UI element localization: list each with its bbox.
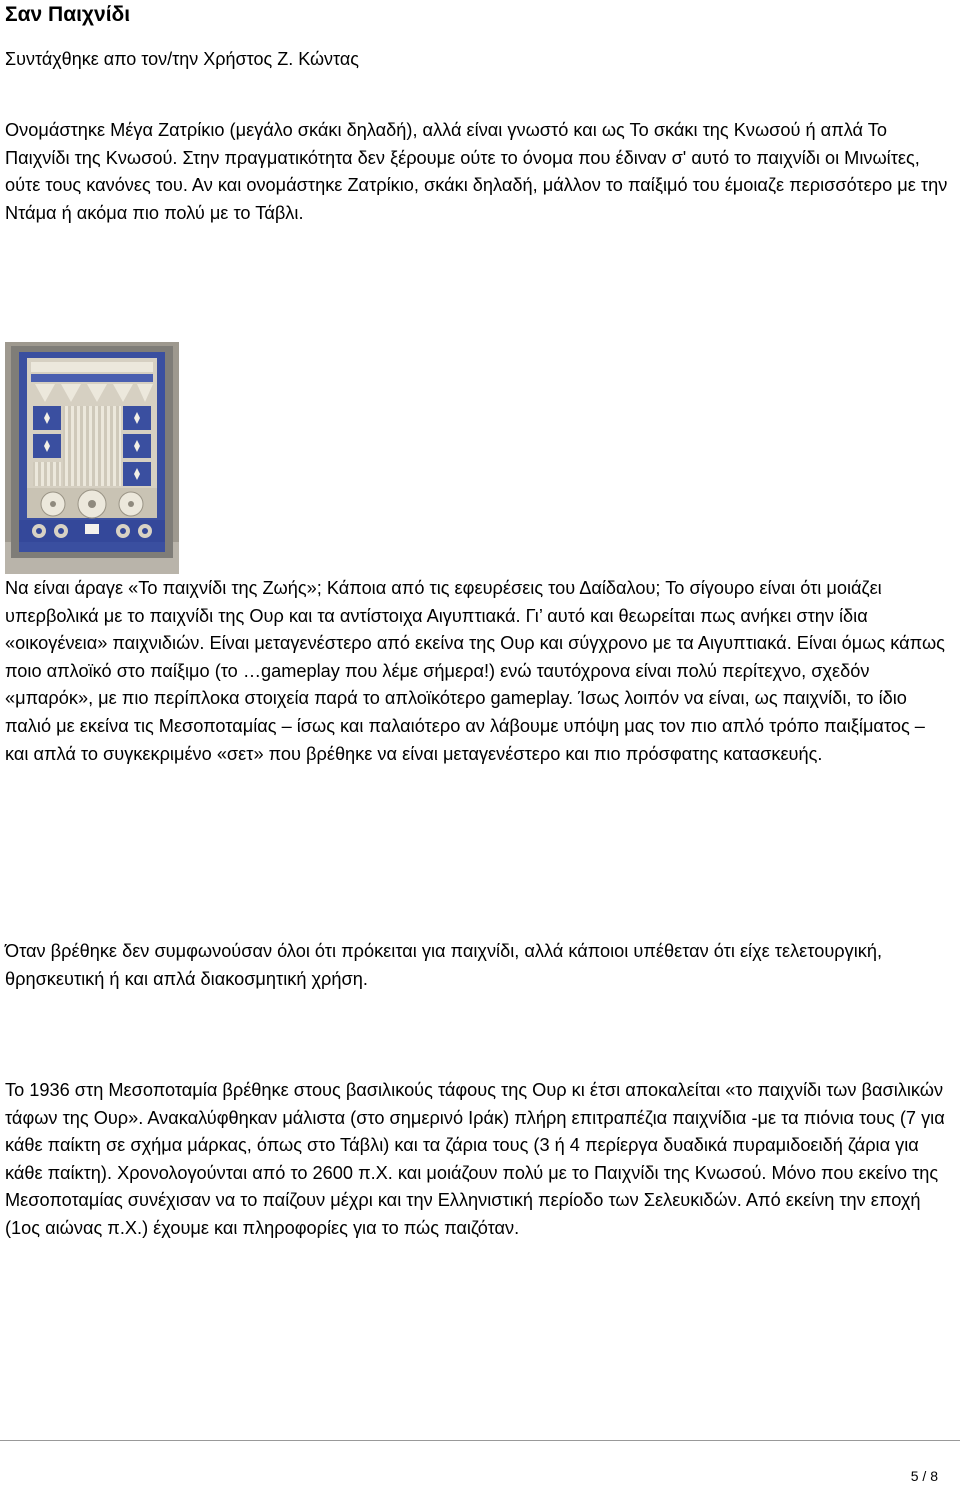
article-title: Σαν Παιχνίδι	[5, 3, 131, 26]
article-paragraph: Το 1936 στη Μεσοποταμία βρέθηκε στους βασιλικούς τάφους της Ουρ κι έτσι αποκαλείται «το παιχνίδι των βασιλικών τάφων της Ουρ». Ανακαλύφθηκαν μάλιστα (στο σημερινό Ιράκ) πλήρη επιτραπέζια παιχνίδια -με τα πιόνια τους (7 για κάθε παίκτη σε σχήμα μάρκας, όπως στο Τάβλι) και τα ζάρια τους (3 ή 4 περίεργα δυαδικά πυραμιδοειδή ζάρια για κάθε παίκτη). Χρονολογούνται από το 2600 π.Χ. και μοιάζουν πολύ με το Παιχνίδι της Κνωσού. Μόνο που εκείνο της Μεσοποταμίας συνέχισαν να το παίζουν μέχρι και την Ελληνιστική περίοδο των Σελευκιδών. Από εκείνη την εποχή (1ος αιώνας π.Χ.) έχουμε και πληροφορίες για το πώς παιζόταν.	[5, 1080, 945, 1238]
author-byline: Συντάχθηκε απο τον/την Χρήστος Ζ. Κώντας	[5, 49, 359, 69]
knossos-game-board-photo	[5, 342, 179, 574]
article-paragraph: Όταν βρέθηκε δεν συμφωνούσαν όλοι ότι πρόκειται για παιχνίδι, αλλά κάποιοι υπέθεταν ότι είχε τελετουργική, θρησκευτική ή και απλά διακοσμητική χρήση.	[5, 941, 883, 989]
article-paragraph: Ονομάστηκε Μέγα Ζατρίκιο (μεγάλο σκάκι δηλαδή), αλλά είναι γνωστό και ως Το σκάκι της Κνωσού ή απλά Το Παιχνίδι της Κνωσού. Στην πραγματικότητα δεν ξέρουμε ούτε το όνομα που έδιναν σ' αυτό το παιχνίδι οι Μινωίτες, ούτε τους κανόνες του. Αν και ονομάστηκε Ζατρίκιο, σκάκι δηλαδή, μάλλον το παίξιμό του έμοιαζε περισσότερο με την Ντάμα ή ακόμα πιο πολύ με το Τάβλι.	[5, 120, 948, 223]
article-paragraph: Να είναι άραγε «Το παιχνίδι της Ζωής»; Κάποια από τις εφευρέσεις του Δαίδαλου; Το σίγουρο είναι ότι μοιάζει υπερβολικά με το παιχνίδι της Ουρ και τα αντίστοιχα Αιγυπτιακά. Γι’ αυτό και θεωρείται πως ανήκει στην ίδια «οικογένεια» παιχνιδιών. Είναι μεταγενέστερο από εκείνα της Ουρ και σύγχρονο με τα Αιγυπτιακά. Είναι όμως κάπως ποιο απλοϊκό στο παίξιμο (το …gameplay που λέμε σήμερα!) ενώ ταυτόχρονα είναι πολύ περίτεχνο, σχεδόν «μπαρόκ», με πιο περίπλοκα στοιχεία παρά το απλοϊκότερο gameplay. Ίσως λοιπόν να είναι, ως παιχνίδι, το ίδιο παλιό με εκείνα τις Μεσοποταμίας – ίσως και παλαιότερο αν λάβουμε υπόψη μας τον πιο απλό τρόπο παιξίματος – και απλά το συγκεκριμένο «σετ» που βρέθηκε να είναι μεταγενέστερο και πιο πρόσφατης κατασκευής.	[5, 578, 945, 764]
page-number: 5 / 8	[910, 1468, 938, 1484]
footer-divider	[0, 1440, 960, 1441]
